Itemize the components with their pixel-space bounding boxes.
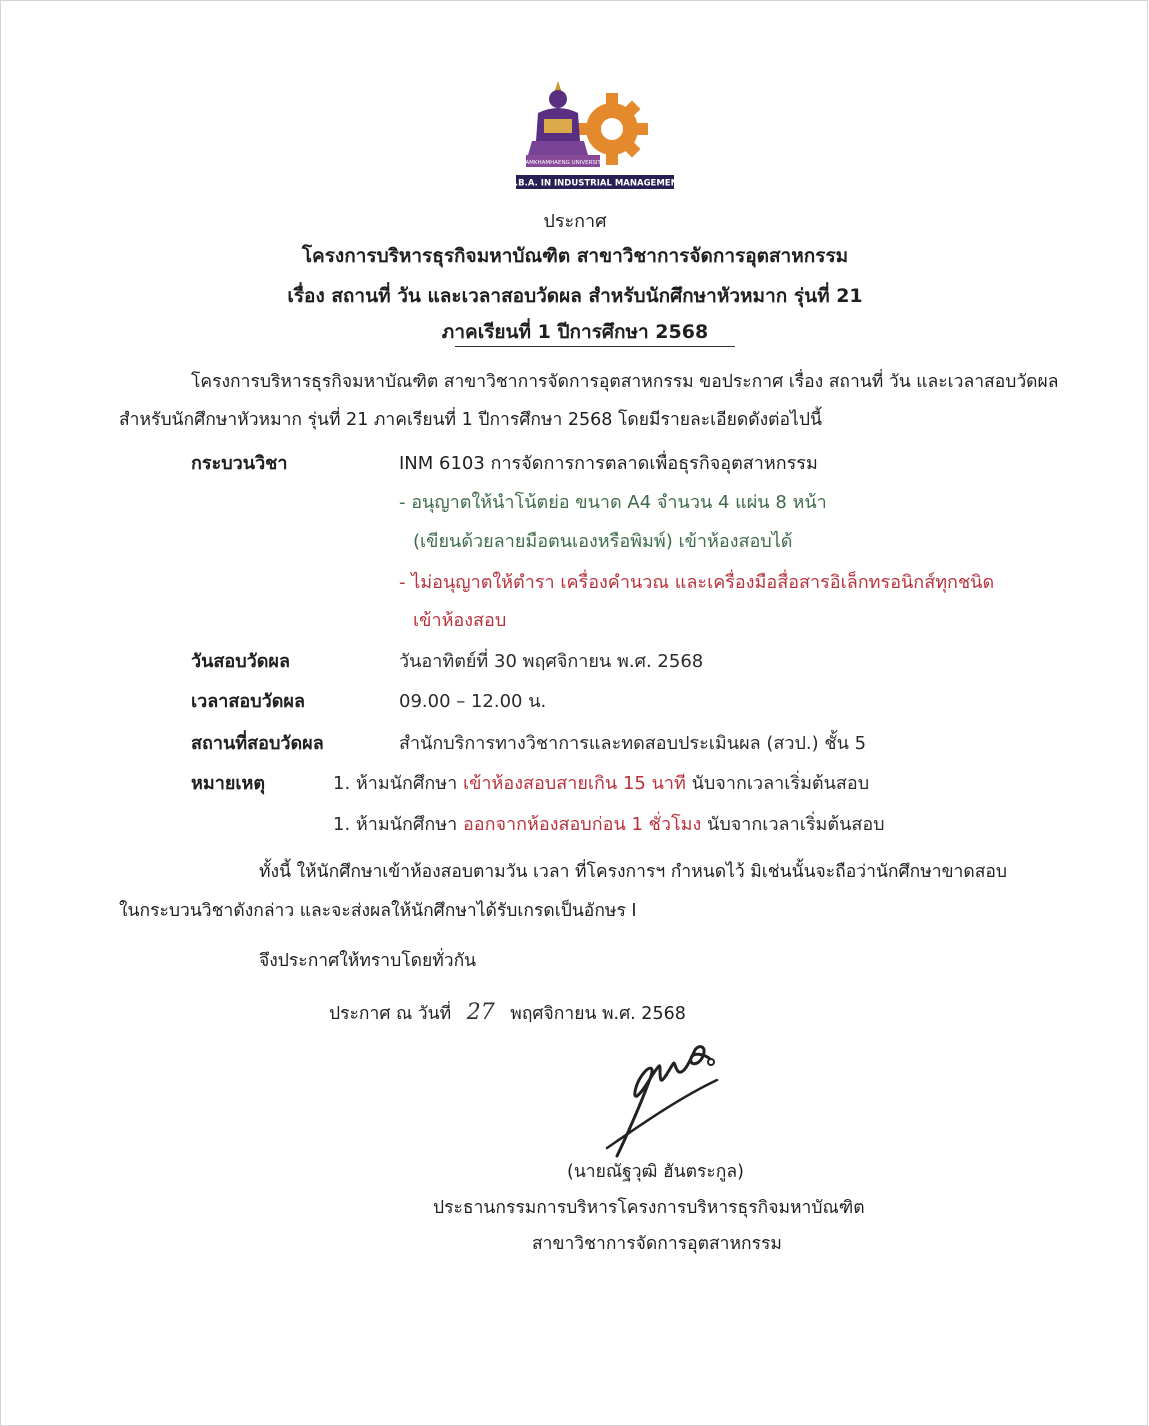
note-item-1-prefix: 1. ห้ามนักศึกษา	[333, 773, 463, 794]
prohibited-items-line-2: เข้าห้องสอบ	[413, 610, 507, 631]
course-value: INM 6103 การจัดการการตลาดเพื่อธุรกิจอุตสาหกรรม	[399, 453, 818, 474]
mba-logo-graphic	[506, 79, 684, 191]
intro-line-2: สำหรับนักศึกษาหัวหมาก รุ่นที่ 21 ภาคเรียนที่ 1 ปีการศึกษา 2568 โดยมีรายละเอียดดังต่อไปนี้	[119, 410, 822, 430]
note-label: หมายเหตุ	[191, 773, 266, 794]
announcement-heading: ประกาศ	[543, 211, 607, 232]
signatory-title-2: สาขาวิชาการจัดการอุตสาหกรรม	[532, 1234, 782, 1254]
header-divider	[455, 346, 735, 347]
note-item-2-suffix: นับจากเวลาเริ่มต้นสอบ	[701, 814, 885, 835]
note-item-2-highlight: ออกจากห้องสอบก่อน 1 ชั่วโมง	[462, 814, 702, 835]
exam-date-label: วันสอบวัดผล	[191, 651, 291, 672]
course-label: กระบวนวิชา	[191, 453, 288, 474]
seated-figure-icon	[528, 81, 588, 155]
seal-text: RAMKHAMHAENG UNIVERSITY	[521, 160, 605, 166]
announcement-date-suffix: พฤศจิกายน พ.ศ. 2568	[510, 1004, 686, 1024]
note-item-1-suffix: นับจากเวลาเริ่มต้นสอบ	[685, 773, 870, 794]
note-item-2	[333, 809, 885, 838]
academic-term: ภาคเรียนที่ 1 ปีการศึกษา 2568	[441, 321, 709, 343]
exam-place-label: สถานที่สอบวัดผล	[191, 733, 324, 754]
exam-time-label: เวลาสอบวัดผล	[191, 691, 305, 712]
announcement-date	[329, 999, 686, 1027]
handwritten-day: 27	[466, 1000, 495, 1025]
note-item-1-highlight: เข้าห้องสอบสายเกิน 15 นาที	[462, 773, 686, 794]
exam-time-value: 09.00 – 12.00 น.	[399, 691, 547, 712]
note-item-2-prefix: 1. ห้ามนักศึกษา	[333, 814, 463, 835]
signatory-title-1: ประธานกรรมการบริหารโครงการบริหารธุรกิจมหาบัณฑิต	[433, 1198, 865, 1218]
signature-stroke	[599, 1036, 729, 1161]
prohibited-items-line-1: - ไม่อนุญาตให้ตำรา เครื่องคำนวณ และเครื่องมือสื่อสารอิเล็กทรอนิกส์ทุกชนิด	[399, 572, 995, 593]
allowed-materials-line-1: - อนุญาตให้นำโน้ตย่อ ขนาด A4 จำนวน 4 แผ่น 8 หน้า	[399, 492, 827, 513]
intro-line-1: โครงการบริหารธุรกิจมหาบัณฑิต สาขาวิชาการจัดการอุตสาหกรรม ขอประกาศ เรื่อง สถานที่ วัน และเวลาสอบวัดผล	[191, 372, 1059, 392]
signatory-name: (นายณัฐวุฒิ ฮันตระกูล)	[567, 1162, 744, 1182]
organization-title: โครงการบริหารธุรกิจมหาบัณฑิต สาขาวิชาการจัดการอุตสาหกรรม	[301, 245, 849, 267]
closing-notice: จึงประกาศให้ทราบโดยทั่วกัน	[259, 951, 477, 971]
closing-line-1: ทั้งนี้ ให้นักศึกษาเข้าห้องสอบตามวัน เวลา ที่โครงการฯ กำหนดไว้ มิเช่นนั้นจะถือว่านักศึกษาขาดสอบ	[259, 862, 1008, 882]
mba-logo	[506, 79, 684, 191]
logo-banner-text: M.B.A. IN INDUSTRIAL MANAGEMENT	[506, 178, 684, 189]
signature-image	[599, 1036, 729, 1161]
allowed-materials-line-2: (เขียนด้วยลายมือตนเองหรือพิมพ์) เข้าห้องสอบได้	[413, 531, 793, 552]
note-item-1	[333, 768, 869, 797]
announcement-subject: เรื่อง สถานที่ วัน และเวลาสอบวัดผล สำหรับนักศึกษาหัวหมาก รุ่นที่ 21	[287, 285, 863, 307]
exam-place-value: สำนักบริการทางวิชาการและทดสอบประเมินผล (สวป.) ชั้น 5	[399, 733, 867, 754]
announcement-date-prefix: ประกาศ ณ วันที่	[329, 1004, 452, 1024]
exam-date-value: วันอาทิตย์ที่ 30 พฤศจิกายน พ.ศ. 2568	[399, 651, 704, 672]
closing-line-2: ในกระบวนวิชาดังกล่าว และจะส่งผลให้นักศึกษาได้รับเกรดเป็นอักษร I	[119, 901, 637, 921]
